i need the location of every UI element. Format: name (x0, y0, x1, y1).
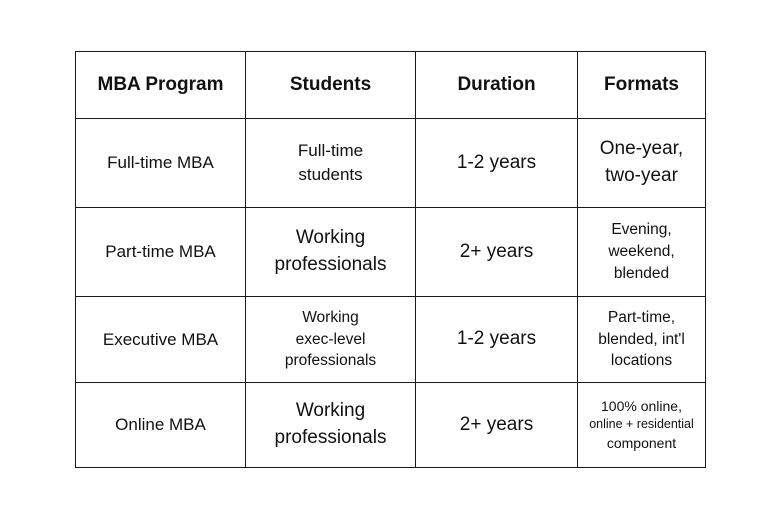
cell-students (246, 383, 416, 468)
formats-line: Evening, (611, 221, 672, 239)
table-row-full-time (76, 119, 706, 208)
formats-line: 100% online, (601, 397, 682, 414)
cell-students (246, 297, 416, 383)
students-line: students (298, 165, 363, 184)
header-students: Students (246, 52, 416, 119)
formats-line: locations (610, 352, 673, 370)
formats-line: online + residential (589, 417, 694, 432)
students-line: professionals (284, 352, 377, 370)
formats-line: two-year (605, 165, 678, 186)
cell-program: Online MBA (76, 383, 246, 468)
formats-line: weekend, (608, 243, 675, 261)
cell-students (246, 208, 416, 297)
cell-formats (578, 119, 706, 208)
students-line: Working (295, 227, 366, 249)
formats-line: Part-time, (607, 308, 676, 326)
header-row (76, 52, 706, 119)
cell-formats (578, 297, 706, 383)
cell-program: Full-time MBA (76, 119, 246, 208)
students-line: Working (302, 308, 359, 326)
cell-formats (578, 208, 706, 297)
formats-line: blended, int'l (598, 330, 685, 348)
cell-duration: 2+ years (416, 208, 578, 297)
cell-students (246, 119, 416, 208)
cell-program: Part-time MBA (76, 208, 246, 297)
table-row-online (76, 383, 706, 468)
students-line: exec-level (295, 330, 366, 348)
header-formats: Formats (578, 52, 706, 119)
header-mba-program: MBA Program (76, 52, 246, 119)
header-duration: Duration (416, 52, 578, 119)
cell-formats (578, 383, 706, 468)
students-line: Full-time (297, 141, 364, 161)
cell-duration: 2+ years (416, 383, 578, 468)
table-row-part-time (76, 208, 706, 297)
students-line: Working (295, 400, 366, 422)
cell-program: Executive MBA (76, 297, 246, 383)
students-line: professionals (274, 254, 387, 275)
cell-duration: 1-2 years (416, 297, 578, 383)
students-line: professionals (274, 427, 387, 448)
mba-programs-table (75, 51, 706, 468)
formats-line: component (606, 434, 677, 451)
cell-duration: 1-2 years (416, 119, 578, 208)
formats-line: One-year, (599, 138, 684, 160)
table-row-executive (76, 297, 706, 383)
formats-line: blended (613, 264, 670, 282)
